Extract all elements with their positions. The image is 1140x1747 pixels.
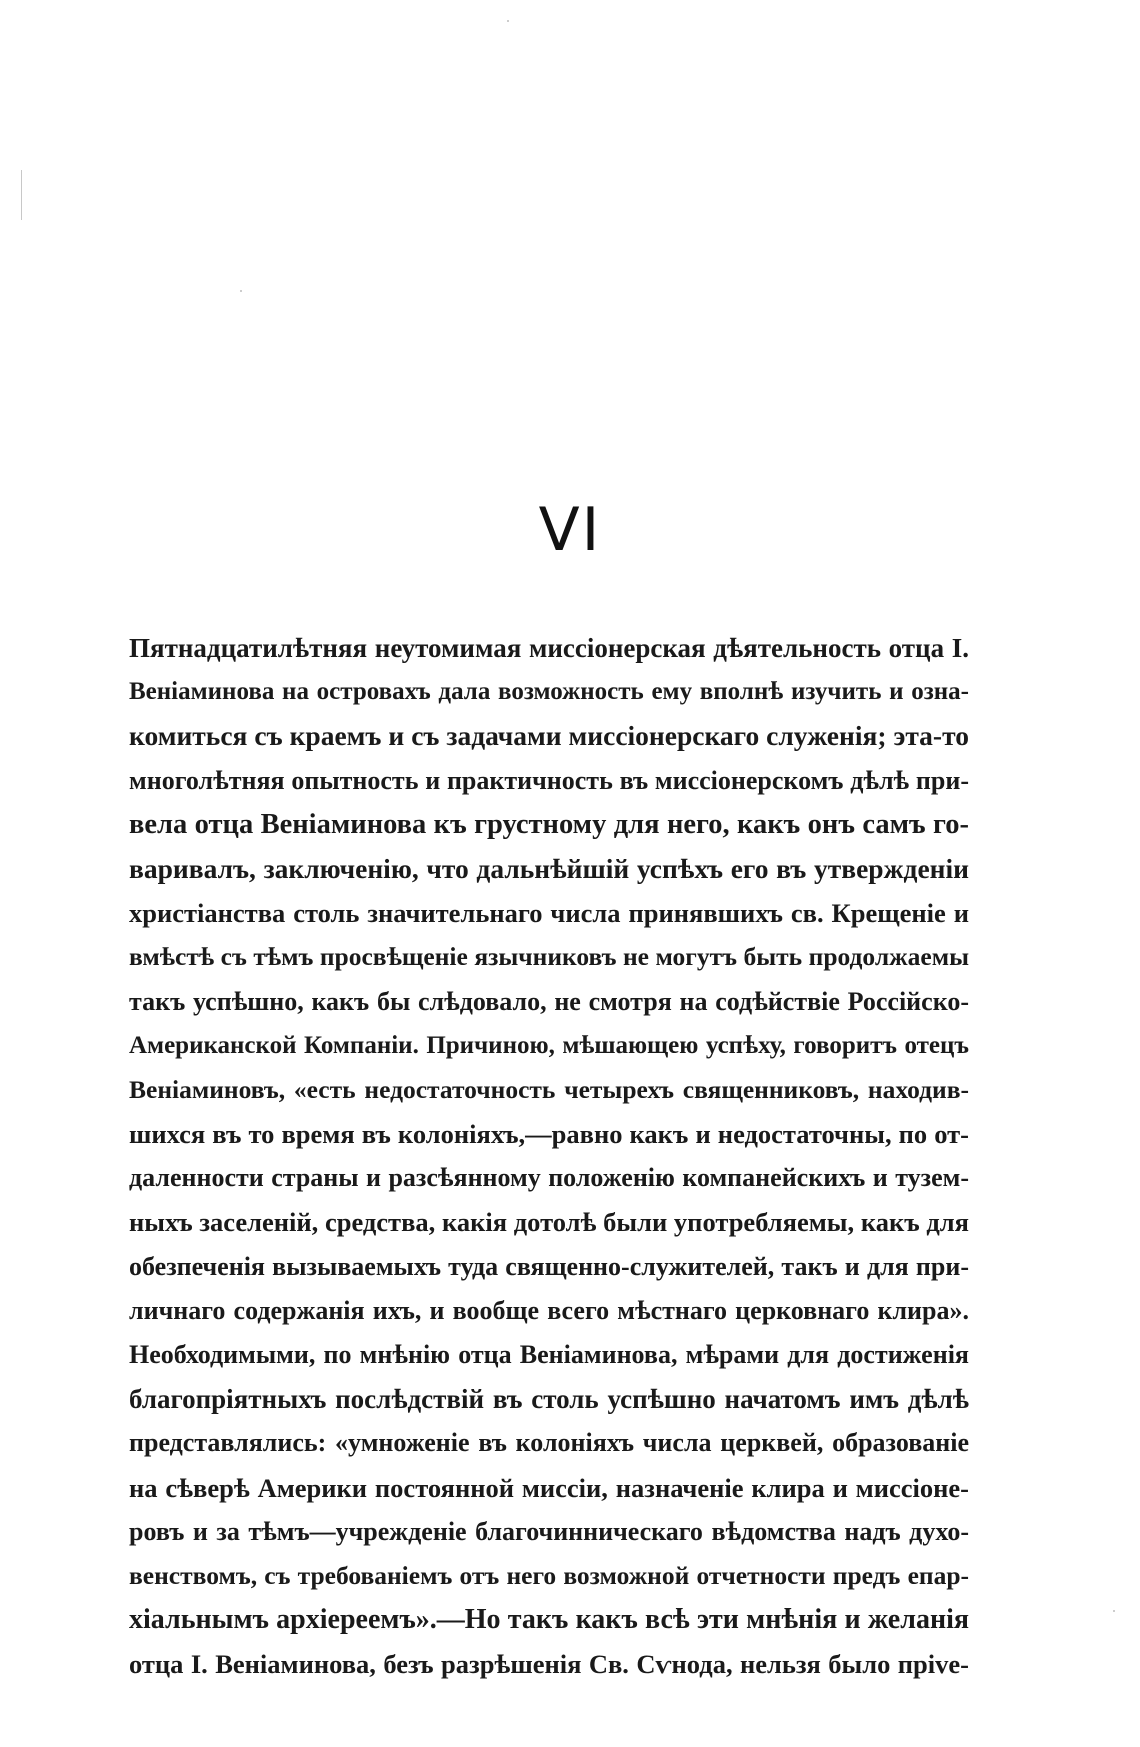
text-line: варивалъ, заключенію, что дальнѣйшій успѣхъ его въ утвержденіи (129, 852, 969, 884)
scan-speck (240, 290, 242, 292)
text-line: вела отца Веніаминова къ грустному для него, какъ онъ самъ го- (129, 808, 969, 840)
text-line: обезпеченія вызываемыхъ туда священно-служителей, такъ и для при- (129, 1251, 969, 1281)
text-line: Пятнадцатилѣтняя неутомимая миссіонерская дѣятельность отца І. (129, 633, 969, 663)
scan-speck (507, 20, 509, 22)
text-line: благопріятныхъ послѣдствій въ столь успѣшно начатомъ имъ дѣлѣ (129, 1384, 969, 1415)
text-line: такъ успѣшно, какъ бы слѣдовало, не смотря на содѣйствіе Россійско- (129, 986, 969, 1016)
body-paragraph (129, 626, 969, 1687)
text-line: ровъ и за тѣмъ—учрежденіе благочинническаго вѣдомства надъ духо- (129, 1516, 969, 1546)
text-line: даленности страны и разсѣянному положенію компанейскихъ и тузем- (129, 1163, 969, 1193)
text-line: Веніаминова на островахъ дала возможность ему вполнѣ изучить и озна- (129, 678, 969, 706)
text-line: многолѣтняя опытность и практичность въ миссіонерскомъ дѣлѣ при- (129, 765, 969, 795)
text-line: шихся въ то время въ колоніяхъ,—равно какъ и недостаточны, по от- (129, 1119, 969, 1150)
text-line: Американской Компаніи. Причиною, мѣшающею успѣху, говоритъ отецъ (129, 1031, 969, 1059)
text-line: комиться съ краемъ и съ задачами миссіонерскаго служенія; эта-то (129, 720, 969, 752)
text-line: венствомъ, съ требованіемъ отъ него возможной отчетности предъ епар- (129, 1560, 969, 1590)
margin-mark (21, 170, 22, 220)
text-line: вмѣстѣ съ тѣмъ просвѣщеніе язычниковъ не могутъ быть продолжаемы (129, 942, 969, 972)
text-line: Необходимыми, по мнѣнію отца Веніаминова, мѣрами для достиженія (129, 1340, 969, 1369)
text-line: христіанства столь значительнаго числа принявшихъ св. Крещеніе и (129, 898, 969, 929)
chapter-number: VI (538, 495, 602, 565)
text-line: представлялись: «умноженіе въ колоніяхъ числа церквей, образованіе (129, 1428, 969, 1458)
scan-speck (1113, 1610, 1115, 1612)
text-line: хіальнымъ архіереемъ».—Но такъ какъ всѣ эти мнѣнія и желанія (129, 1604, 969, 1636)
text-line: ныхъ заселеній, средства, какія дотолѣ были употребляемы, какъ для (129, 1207, 969, 1238)
text-line: Веніаминовъ, «есть недостаточность четырехъ священниковъ, находив- (129, 1074, 969, 1104)
text-line: отца І. Веніаминова, безъ разрѣшенія Св. Сѵнода, нельзя было прive- (129, 1649, 969, 1680)
text-line: личнаго содержанія ихъ, и вообще всего мѣстнаго церковнаго клира». (129, 1295, 969, 1325)
text-line: на сѣверѣ Америки постоянной миссіи, назначеніе клира и миссіоне- (129, 1472, 969, 1503)
